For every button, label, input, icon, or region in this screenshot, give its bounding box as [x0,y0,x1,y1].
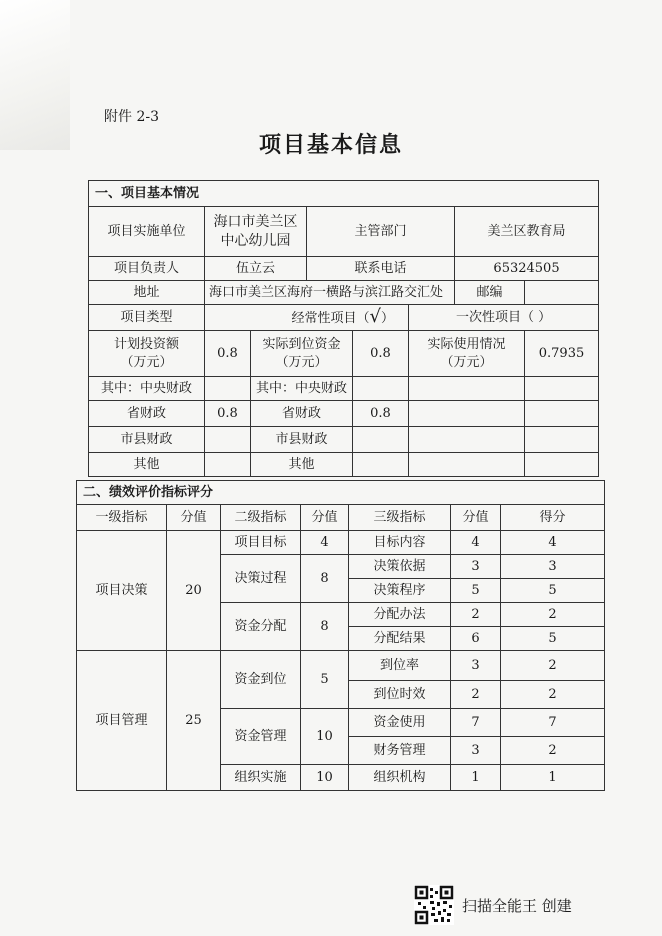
level3-name: 财务管理 [349,737,451,765]
actual-value: 0.8 [353,331,409,377]
level3-got: 2 [501,651,605,681]
dept-label: 主管部门 [307,207,455,257]
table-row [77,531,605,555]
header-score3: 分值 [451,505,501,531]
province-use-value [525,401,599,427]
central-actual [353,377,409,401]
level2-score: 8 [301,555,349,603]
level3-score: 4 [451,531,501,555]
level2-score: 5 [301,651,349,709]
phone-value: 65324505 [455,257,599,281]
leader-label: 项目负责人 [89,257,205,281]
use-label: 实际使用情况（万元） [409,331,525,377]
province-label-2: 省财政 [251,401,353,427]
province-label: 省财政 [89,401,205,427]
level3-got: 5 [501,627,605,651]
other-label-2: 其他 [251,453,353,477]
province-plan: 0.8 [205,401,251,427]
plan-value: 0.8 [205,331,251,377]
level3-name: 分配办法 [349,603,451,627]
level3-got: 7 [501,709,605,737]
level3-name: 到位时效 [349,681,451,709]
header-level1: 一级指标 [77,505,167,531]
city-plan [205,427,251,453]
level3-score: 6 [451,627,501,651]
level1-name: 项目管理 [77,651,167,791]
city-use [409,427,525,453]
level1-name: 项目决策 [77,531,167,651]
level3-name: 组织机构 [349,765,451,791]
central-label-2: 其中：中央财政 [251,377,353,401]
type-label: 项目类型 [89,305,205,331]
level3-name: 目标内容 [349,531,451,555]
type-regular-text: 经常性项目（ [291,311,370,327]
plan-label: 计划投资额（万元） [89,331,205,377]
level2-name: 项目目标 [221,531,301,555]
central-label: 其中：中央财政 [89,377,205,401]
header-score2: 分值 [301,505,349,531]
city-label-2: 市县财政 [251,427,353,453]
central-use-value [525,377,599,401]
other-label: 其他 [89,453,205,477]
level2-score: 10 [301,765,349,791]
use-value: 0.7935 [525,331,599,377]
type-regular-close: ） [380,311,394,327]
level3-score: 2 [451,681,501,709]
project-info-table [88,180,599,477]
level3-name: 到位率 [349,651,451,681]
type-once: 一次性项目（ ） [409,305,599,331]
header-score1: 分值 [167,505,221,531]
leader-value: 伍立云 [205,257,307,281]
level3-got: 2 [501,737,605,765]
level3-got: 2 [501,603,605,627]
province-use [409,401,525,427]
performance-score-table [76,480,605,791]
level3-got: 4 [501,531,605,555]
level3-got: 3 [501,555,605,579]
scanner-watermark [414,885,572,925]
other-use-value [525,453,599,477]
city-label: 市县财政 [89,427,205,453]
city-use-value [525,427,599,453]
level3-got: 5 [501,579,605,603]
section-2-heading: 二、绩效评价指标评分 [77,481,605,505]
other-use [409,453,525,477]
type-regular [205,305,409,331]
level3-score: 1 [451,765,501,791]
level3-score: 2 [451,603,501,627]
postcode-value [525,281,599,305]
phone-label: 联系电话 [307,257,455,281]
city-actual [353,427,409,453]
province-actual: 0.8 [353,401,409,427]
dept-value: 美兰区教育局 [455,207,599,257]
level3-name: 资金使用 [349,709,451,737]
page-title: 项目基本信息 [258,132,403,158]
level3-score: 3 [451,737,501,765]
level3-name: 决策依据 [349,555,451,579]
postcode-label: 邮编 [455,281,525,305]
level2-name: 决策过程 [221,555,301,603]
unit-label: 项目实施单位 [89,207,205,257]
header-level2: 二级指标 [221,505,301,531]
address-label: 地址 [89,281,205,305]
level2-name: 资金分配 [221,603,301,651]
attachment-label: 附件 2-3 [104,109,159,125]
header-level3: 三级指标 [349,505,451,531]
level1-score: 25 [167,651,221,791]
header-got: 得分 [501,505,605,531]
section-1-heading: 一、项目基本情况 [89,181,599,207]
level1-score: 20 [167,531,221,651]
address-value: 海口市美兰区海府一横路与滨江路交汇处 [205,281,455,305]
level3-score: 3 [451,555,501,579]
scanner-text: 扫描全能王 创建 [462,896,572,915]
level3-score: 3 [451,651,501,681]
actual-label: 实际到位资金（万元） [251,331,353,377]
unit-value: 海口市美兰区中心幼儿园 [205,207,307,257]
level3-name: 分配结果 [349,627,451,651]
level2-name: 资金到位 [221,651,301,709]
central-use [409,377,525,401]
level2-name: 组织实施 [221,765,301,791]
level3-score: 5 [451,579,501,603]
level3-score: 7 [451,709,501,737]
central-plan [205,377,251,401]
checkmark-icon: √ [369,306,381,328]
level3-got: 1 [501,765,605,791]
table-row [77,651,605,681]
level2-score: 4 [301,531,349,555]
level3-got: 2 [501,681,605,709]
other-plan [205,453,251,477]
level2-name: 资金管理 [221,709,301,765]
qr-code-icon [414,885,454,925]
level2-score: 8 [301,603,349,651]
other-actual [353,453,409,477]
level3-name: 决策程序 [349,579,451,603]
level2-score: 10 [301,709,349,765]
